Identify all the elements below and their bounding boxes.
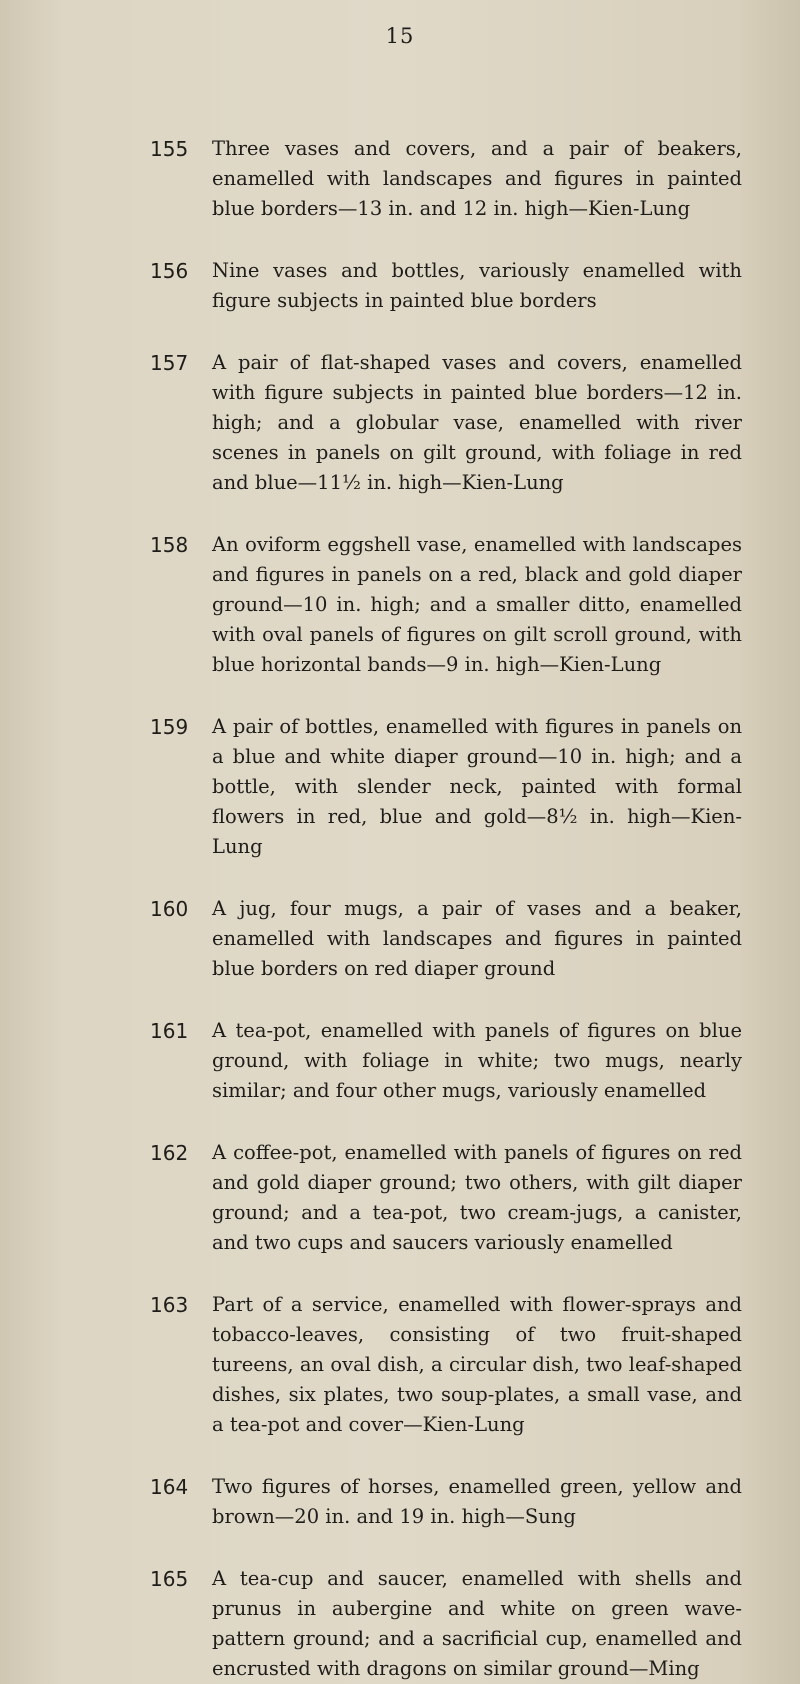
lot-description: Three vases and covers, and a pair of beakers, enamelled with landscapes and figures in painted blue borders—13 in. and 12 in. high—Kien-Lung — [212, 137, 742, 220]
lot-entry — [0, 1472, 800, 1532]
lot-entry — [0, 712, 800, 862]
page-number: 15 — [385, 24, 415, 48]
lot-entry — [0, 894, 800, 984]
lot-description: A pair of bottles, enamelled with figures in panels on a blue and white diaper ground—10 in. high; and a bottle, with slender neck, painted with formal flowers in red, blue and gold—8½ in. high—Kien-Lung — [212, 715, 742, 858]
lot-number: 156 — [150, 259, 189, 283]
lot-number: 163 — [150, 1293, 189, 1317]
lot-entry — [0, 1290, 800, 1440]
lot-description: A tea-pot, enamelled with panels of figures on blue ground, with foliage in white; two mugs, nearly similar; and four other mugs, variously enamelled — [212, 1019, 742, 1102]
lot-entry — [0, 1564, 800, 1684]
lot-number: 157 — [150, 351, 189, 375]
lot-list — [0, 134, 800, 1684]
lot-number: 159 — [150, 715, 189, 739]
lot-number: 158 — [150, 533, 189, 557]
lot-number: 161 — [150, 1019, 189, 1043]
lot-description: A pair of flat-shaped vases and covers, enamelled with figure subjects in painted blue borders—12 in. high; and a globular vase, enamelled with river scenes in panels on gilt ground, with foliage in red and blue—11½ in. high—Kien-Lung — [212, 351, 742, 494]
lot-description: Two figures of horses, enamelled green, yellow and brown—20 in. and 19 in. high—Sung — [212, 1475, 742, 1528]
lot-description: Part of a service, enamelled with flower-sprays and tobacco-leaves, consisting of two fruit-shaped tureens, an oval dish, a circular dish, two leaf-shaped dishes, six plates, two soup-plates, a small vase, and a tea-pot and cover—Kien-Lung — [212, 1293, 742, 1436]
lot-entry — [0, 1016, 800, 1106]
lot-description: A coffee-pot, enamelled with panels of figures on red and gold diaper ground; two others, with gilt diaper ground; and a tea-pot, two cream-jugs, a canister, and two cups and saucers variously enamelled — [212, 1141, 742, 1254]
lot-entry — [0, 1138, 800, 1258]
lot-entry — [0, 256, 800, 316]
lot-number: 162 — [150, 1141, 189, 1165]
lot-description: An oviform eggshell vase, enamelled with landscapes and figures in panels on a red, black and gold diaper ground—10 in. high; and a smaller ditto, enamelled with oval panels of figures on gilt scroll ground, with blue horizontal bands—9 in. high—Kien-Lung — [212, 533, 742, 676]
lot-entry — [0, 134, 800, 224]
lot-description: A jug, four mugs, a pair of vases and a beaker, enamelled with landscapes and figures in painted blue borders on red diaper ground — [212, 897, 742, 980]
lot-number: 155 — [150, 137, 189, 161]
lot-entry — [0, 348, 800, 498]
lot-entry — [0, 530, 800, 680]
lot-number: 160 — [150, 897, 189, 921]
lot-number: 164 — [150, 1475, 189, 1499]
lot-description: Nine vases and bottles, variously enamelled with figure subjects in painted blue borders — [212, 259, 742, 312]
lot-number: 165 — [150, 1567, 189, 1591]
lot-description: A tea-cup and saucer, enamelled with shells and prunus in aubergine and white on green wave-pattern ground; and a sacrificial cup, enamelled and encrusted with dragons on similar ground—Ming — [212, 1567, 742, 1680]
